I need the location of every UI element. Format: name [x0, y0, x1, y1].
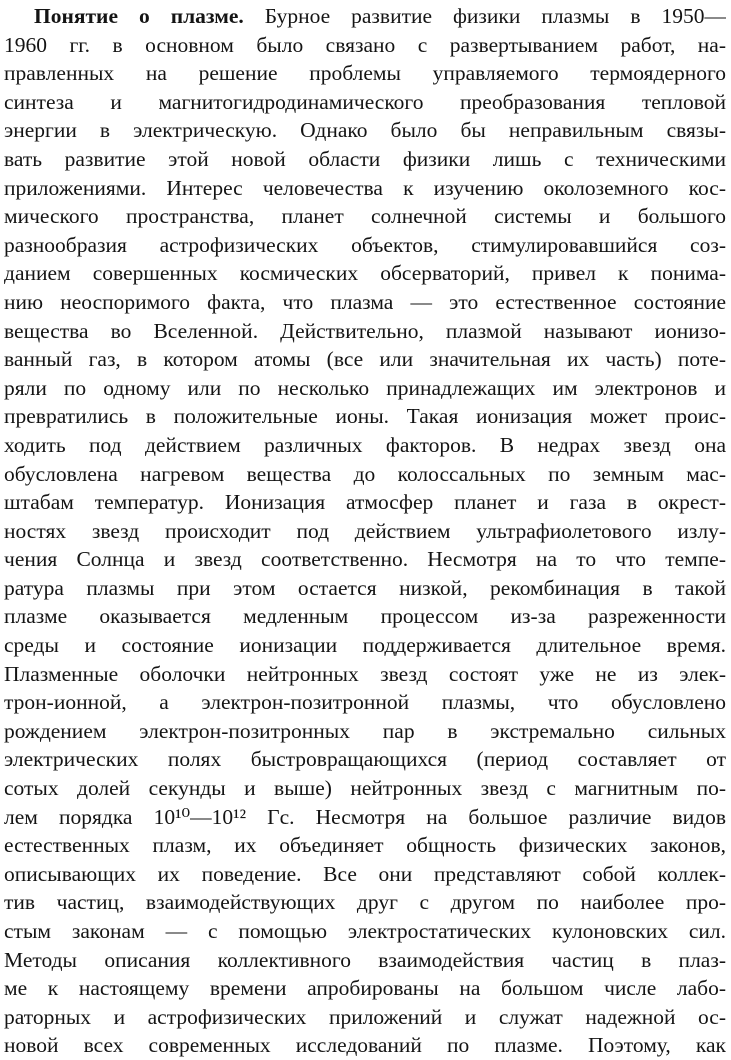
- text-line: разнообразия астрофизических объектов, стимулировавшийся соз-: [4, 232, 726, 257]
- text-line: ностях звезд происходит под действием ультрафиолетового излу-: [4, 518, 726, 543]
- text-line: мического пространства, планет солнечной системы и большого: [4, 204, 726, 229]
- text-line: данием совершенных космических обсерваторий, привел к понима-: [4, 261, 726, 286]
- text-line: плазме оказывается медленным процессом из-за разреженности: [4, 604, 726, 629]
- text-line: Методы описания коллективного взаимодействия частиц в плаз-: [4, 947, 726, 972]
- text-line: Плазменные оболочки нейтронных звезд состоят уже не из элек-: [4, 661, 726, 686]
- text-line: ряли по одному или по несколько принадлежащих им электронов и: [4, 375, 726, 400]
- text-line: описывающих их поведение. Все они представляют собой коллек-: [4, 861, 726, 886]
- text-line: ванный газ, в котором атомы (все или значительная их часть) поте-: [4, 347, 726, 372]
- text-line: новой всех современных исследований по плазме. Поэтому, как: [4, 1033, 726, 1058]
- text-column: [4, 2, 726, 1060]
- text-line: ратура плазмы при этом остается низкой, рекомбинация в такой: [4, 575, 726, 600]
- text-line: лем порядка 10¹⁰—10¹² Гс. Несмотря на большое различие видов: [4, 804, 726, 829]
- text-line: штабам температур. Ионизация атмосфер планет и газа в окрест-: [4, 490, 726, 515]
- text-line: нию неоспоримого факта, что плазма — это естественное состояние: [4, 289, 726, 314]
- text-line: вать развитие этой новой области физики лишь с техническими: [4, 146, 726, 171]
- text-line: приложениями. Интерес человечества к изучению околоземного кос-: [4, 175, 726, 200]
- text-line: превратились в положительные ионы. Такая ионизация может проис-: [4, 404, 726, 429]
- text-line: вещества во Вселенной. Действительно, плазмой называют ионизо-: [4, 318, 726, 343]
- text-line: 1960 гг. в основном было связано с развертыванием работ, на-: [4, 32, 726, 57]
- text-run: Бурное развитие физики плазмы в 1950—: [243, 4, 726, 28]
- text-line: ходить под действием различных факторов. В недрах звезд она: [4, 432, 726, 457]
- text-line: тив частиц, взаимодействующих друг с другом по наиболее про-: [4, 890, 726, 915]
- section-heading: Понятие о плазме.: [34, 4, 244, 28]
- text-line: сотых долей секунды и выше) нейтронных звезд с магнитным по-: [4, 776, 726, 801]
- text-line: стым законам — с помощью электростатических кулоновских сил.: [4, 919, 726, 943]
- text-line: ме к настоящему времени апробированы на большом числе лабо-: [4, 976, 726, 1001]
- text-line: рождением электрон-позитронных пар в экстремально сильных: [4, 718, 726, 743]
- text-line: раторных и астрофизических приложений и служат надежной ос-: [4, 1004, 726, 1029]
- text-line: среды и состояние ионизации поддерживается длительное время.: [4, 633, 726, 658]
- text-line: чения Солнца и звезд соответственно. Несмотря на то что темпе-: [4, 547, 726, 572]
- text-line: [4, 2, 726, 31]
- text-line: энергии в электрическую. Однако было бы неправильным связы-: [4, 118, 726, 143]
- text-line: синтеза и магнитогидродинамического преобразования тепловой: [4, 89, 726, 114]
- text-line: естественных плазм, их объединяет общность физических законов,: [4, 833, 726, 858]
- text-line: трон-ионной, а электрон-позитронной плазмы, что обусловлено: [4, 690, 726, 715]
- text-line: правленных на решение проблемы управляемого термоядерного: [4, 61, 726, 86]
- text-line: электрических полях быстровращающихся (период составляет от: [4, 747, 726, 772]
- text-line: обусловлена нагревом вещества до колоссальных по земным мас-: [4, 461, 726, 486]
